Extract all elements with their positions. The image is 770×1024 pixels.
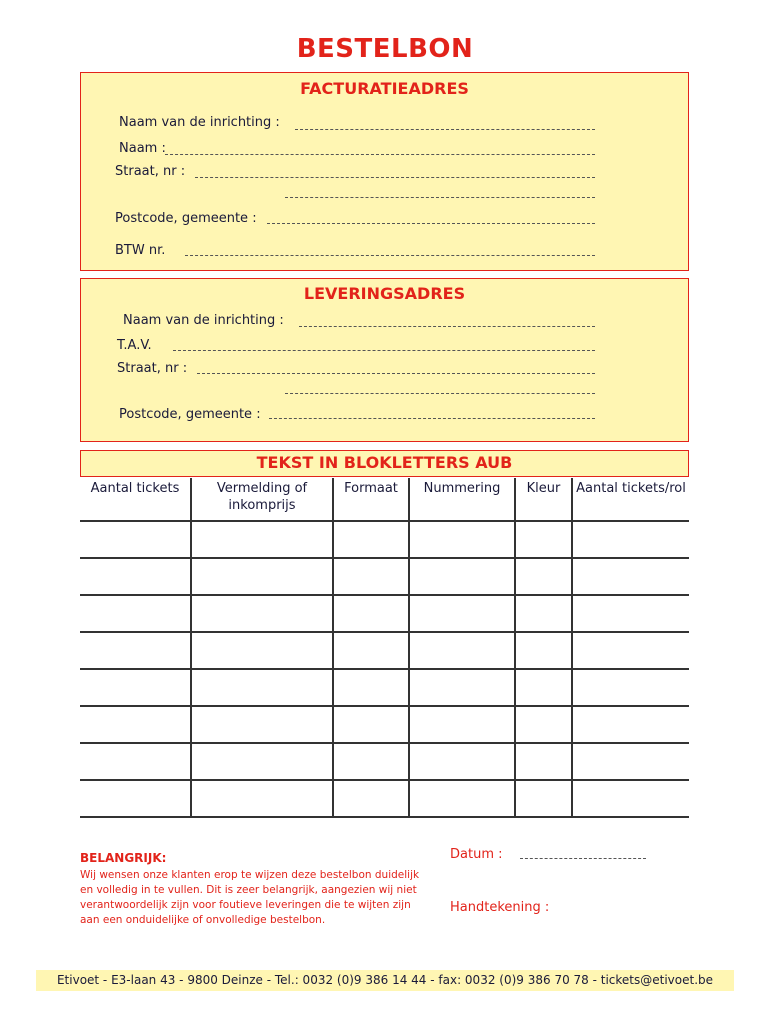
billing-street-label: Straat, nr : <box>115 164 186 179</box>
table-cell[interactable] <box>191 669 333 706</box>
column-header-aantal-per-rol: Aantal tickets/rol <box>572 478 689 521</box>
table-cell[interactable] <box>572 780 689 817</box>
table-cell[interactable] <box>333 632 409 669</box>
table-cell[interactable] <box>333 669 409 706</box>
billing-address-title: FACTURATIEADRES <box>300 79 469 98</box>
table-cell[interactable] <box>333 558 409 595</box>
table-row <box>80 780 689 817</box>
column-header-aantal-tickets: Aantal tickets <box>80 478 191 521</box>
billing-address-box <box>80 72 689 271</box>
table-row <box>80 706 689 743</box>
block-letters-banner: TEKST IN BLOKLETTERS AUB <box>80 450 689 477</box>
table-cell[interactable] <box>333 706 409 743</box>
table-cell[interactable] <box>572 669 689 706</box>
date-field[interactable] <box>520 858 646 859</box>
table-cell[interactable] <box>515 558 572 595</box>
delivery-street-label: Straat, nr : <box>117 361 188 376</box>
table-cell[interactable] <box>409 669 515 706</box>
table-cell[interactable] <box>80 521 191 558</box>
delivery-name-establishment-label: Naam van de inrichting : <box>123 313 284 328</box>
billing-postcode-label: Postcode, gemeente : <box>115 211 257 226</box>
order-table <box>80 478 689 818</box>
table-cell[interactable] <box>80 632 191 669</box>
table-cell[interactable] <box>80 669 191 706</box>
table-cell[interactable] <box>333 743 409 780</box>
delivery-name-establishment-field[interactable] <box>299 326 595 327</box>
table-header-row <box>80 478 689 521</box>
table-cell[interactable] <box>409 595 515 632</box>
table-cell[interactable] <box>409 780 515 817</box>
table-cell[interactable] <box>191 706 333 743</box>
column-header-formaat: Formaat <box>333 478 409 521</box>
table-row <box>80 558 689 595</box>
delivery-address-box <box>80 278 689 442</box>
table-cell[interactable] <box>515 595 572 632</box>
table-cell[interactable] <box>80 706 191 743</box>
table-row <box>80 632 689 669</box>
table-row <box>80 743 689 780</box>
table-cell[interactable] <box>191 743 333 780</box>
table-cell[interactable] <box>80 558 191 595</box>
billing-name-label: Naam : <box>119 141 166 156</box>
date-label: Datum : <box>450 847 503 862</box>
column-header-vermelding: Vermelding of inkomprijs <box>191 478 333 521</box>
delivery-address-title: LEVERINGSADRES <box>303 284 466 303</box>
footer-contact: Etivoet - E3-laan 43 - 9800 Deinze - Tel.: 0032 (0)9 386 14 44 - fax: 0032 (0)9 386 70 78 - tickets@etivoet.be <box>36 970 734 991</box>
table-cell[interactable] <box>191 632 333 669</box>
table-cell[interactable] <box>333 521 409 558</box>
table-cell[interactable] <box>80 595 191 632</box>
table-cell[interactable] <box>409 743 515 780</box>
table-cell[interactable] <box>572 743 689 780</box>
billing-street-field[interactable] <box>195 177 595 178</box>
billing-vat-label: BTW nr. <box>115 243 166 258</box>
billing-street-field-2[interactable] <box>285 197 595 198</box>
table-cell[interactable] <box>515 669 572 706</box>
table-cell[interactable] <box>409 706 515 743</box>
delivery-postcode-field[interactable] <box>269 418 595 419</box>
table-cell[interactable] <box>80 780 191 817</box>
table-cell[interactable] <box>572 595 689 632</box>
table-cell[interactable] <box>409 521 515 558</box>
billing-postcode-field[interactable] <box>267 223 595 224</box>
table-cell[interactable] <box>572 558 689 595</box>
delivery-postcode-label: Postcode, gemeente : <box>119 407 261 422</box>
delivery-street-field[interactable] <box>197 373 595 374</box>
billing-name-establishment-field[interactable] <box>295 129 595 130</box>
table-cell[interactable] <box>333 595 409 632</box>
billing-vat-field[interactable] <box>185 255 595 256</box>
billing-name-establishment-label: Naam van de inrichting : <box>119 115 280 130</box>
table-row <box>80 669 689 706</box>
delivery-attention-field[interactable] <box>173 350 595 351</box>
billing-name-field[interactable] <box>165 154 595 155</box>
table-cell[interactable] <box>572 521 689 558</box>
table-row <box>80 595 689 632</box>
table-cell[interactable] <box>333 780 409 817</box>
column-header-nummering: Nummering <box>409 478 515 521</box>
table-row <box>80 521 689 558</box>
important-text: Wij wensen onze klanten erop te wijzen deze bestelbon duidelijk en volledig in te vullen. Dit is zeer belangrijk, aangezien wij niet verantwoordelijk zijn voor foutieve leveringen die te wijten zijn aan een onduidelijke of onvolledige bestelbon. <box>80 869 420 926</box>
table-cell[interactable] <box>409 632 515 669</box>
delivery-street-field-2[interactable] <box>285 393 595 394</box>
table-cell[interactable] <box>409 558 515 595</box>
table-cell[interactable] <box>572 706 689 743</box>
table-cell[interactable] <box>572 632 689 669</box>
table-cell[interactable] <box>515 706 572 743</box>
page-title: BESTELBON <box>296 34 474 64</box>
table-cell[interactable] <box>191 595 333 632</box>
signature-label: Handtekening : <box>450 900 550 915</box>
table-cell[interactable] <box>191 521 333 558</box>
column-header-kleur: Kleur <box>515 478 572 521</box>
delivery-attention-label: T.A.V. <box>117 338 152 353</box>
table-cell[interactable] <box>515 743 572 780</box>
table-cell[interactable] <box>515 780 572 817</box>
table-cell[interactable] <box>80 743 191 780</box>
table-cell[interactable] <box>515 632 572 669</box>
important-title: BELANGRIJK: <box>80 851 167 865</box>
table-cell[interactable] <box>515 521 572 558</box>
table-cell[interactable] <box>191 780 333 817</box>
table-cell[interactable] <box>191 558 333 595</box>
